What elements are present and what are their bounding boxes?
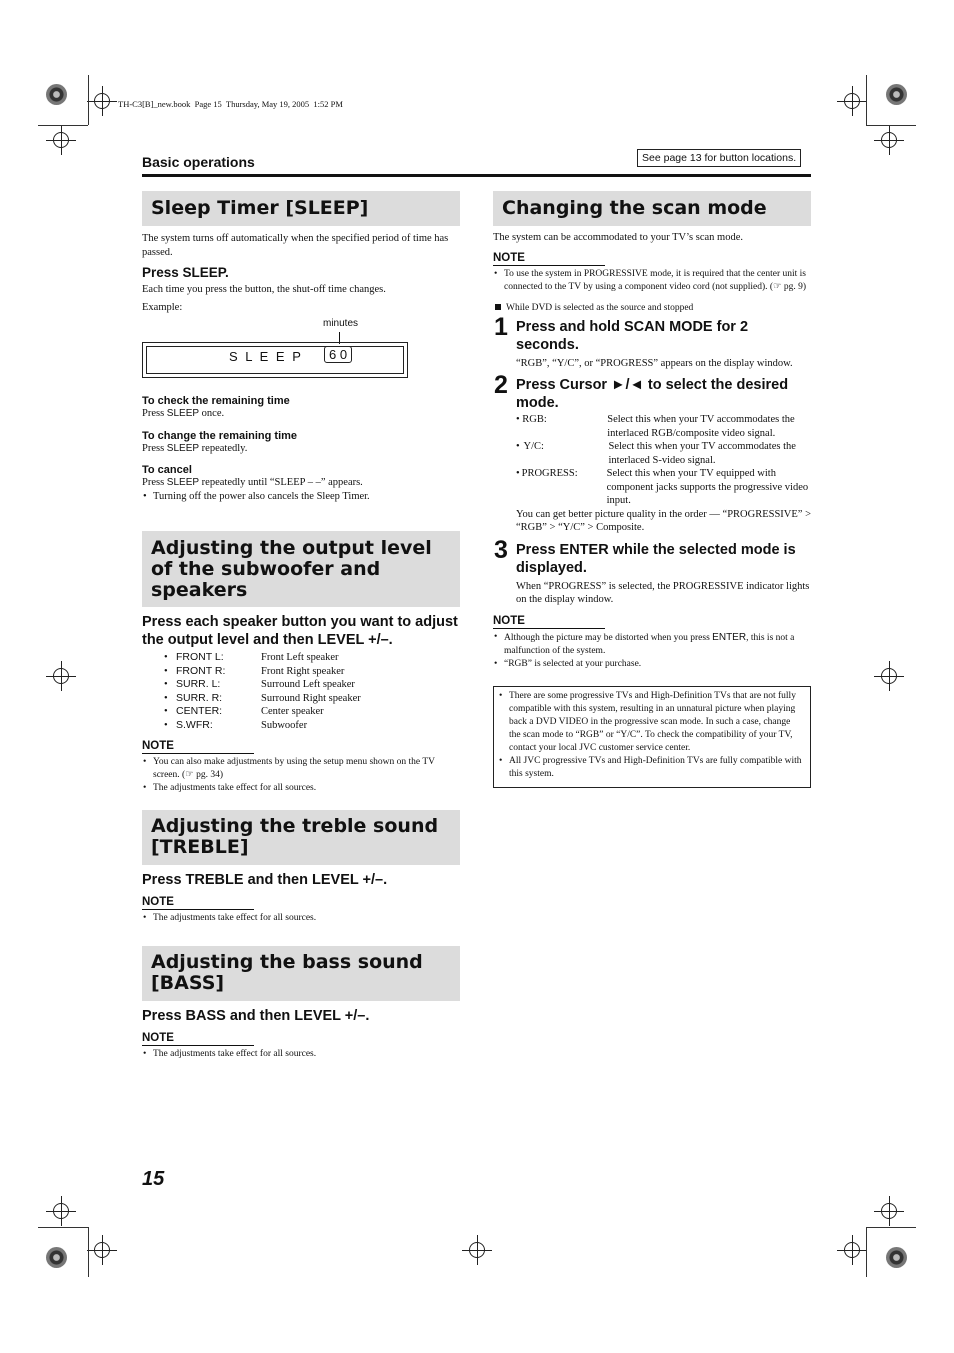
text: Although the picture may be distorted when you press [504, 632, 713, 643]
text: repeatedly. [199, 442, 248, 454]
check-remaining-desc [142, 407, 460, 421]
bass-section [142, 946, 460, 1061]
registration-target-icon [881, 1203, 897, 1219]
list-item: • Turning off the power also cancels the Sleep Timer. [142, 490, 460, 504]
enter-key: ENTER [712, 631, 747, 643]
sleep-step: Press SLEEP. [142, 265, 229, 280]
crop-line [866, 1227, 916, 1228]
registration-target-icon [844, 1242, 860, 1258]
sleep-example-label: Example: [142, 301, 183, 313]
mode-value: Select this when your TV accommodates the interlaced S-video signal. [608, 441, 796, 466]
registration-target-icon [94, 93, 110, 109]
step-number: 1 [494, 312, 508, 341]
mode-value: Select this when your TV equipped with component jacks supports the progressive video input. [606, 468, 809, 506]
registration-target-icon [53, 132, 69, 148]
speaker-value: Surround Left speaker [261, 679, 355, 690]
list-item [164, 678, 460, 692]
list-item: • The adjustments take effect for all sources. [142, 782, 460, 795]
sleep-intro: The system turns off automatically when the specified period of time has passed. [142, 233, 449, 258]
output-section [142, 531, 460, 795]
registration-disc-icon [46, 84, 67, 105]
speaker-value: Front Right speaker [261, 665, 345, 677]
display-sleep-text: S L E E P [229, 349, 303, 364]
mode-key: PROGRESS: [521, 468, 578, 479]
bullet: • [516, 414, 520, 425]
square-bullet-icon [495, 304, 501, 310]
step-desc: When “PROGRESS” is selected, the PROGRESSIVE indicator lights on the display window. [516, 580, 810, 605]
step-title: Press Cursor ►/◄ to select the desired mode. [516, 377, 789, 411]
speaker-value: Center speaker [261, 706, 324, 717]
registration-disc-icon [886, 1247, 907, 1268]
sleep-key: SLEEP [166, 477, 200, 488]
quality-order: You can get better picture quality in the order — “PROGRESSIVE” > “RGB” > “Y/C” > Composite. [516, 508, 812, 533]
bullet: • [516, 441, 520, 452]
crop-line [88, 75, 89, 125]
step-1 [493, 312, 811, 371]
crop-line [38, 1227, 88, 1228]
speaker-list [142, 651, 460, 732]
text: Press [142, 477, 167, 488]
text: Press [142, 408, 167, 419]
sleep-key: SLEEP [166, 442, 200, 454]
text: While DVD is selected as the source and stopped [506, 302, 694, 313]
list-item [516, 440, 811, 467]
sleep-key: SLEEP [166, 408, 200, 419]
text: Press [142, 442, 167, 454]
print-info: TH-C3[B]_new.book Page 15 Thursday, May 19, 2005 1:52 PM [118, 99, 343, 109]
speaker-value: Surround Right speaker [261, 692, 361, 704]
left-column [142, 191, 460, 503]
registration-target-icon [53, 1203, 69, 1219]
sleep-section-title: Sleep Timer [SLEEP] [142, 191, 460, 226]
note-label: NOTE [493, 615, 605, 629]
registration-target-icon [94, 1242, 110, 1258]
text: once. [199, 408, 225, 419]
crop-line [866, 1227, 867, 1277]
mode-key: RGB: [522, 414, 547, 425]
bullet: • [164, 665, 168, 677]
speaker-key: CENTER: [176, 705, 223, 717]
note-list [493, 268, 811, 294]
registration-target-icon [881, 668, 897, 684]
minutes-label: minutes [323, 318, 359, 329]
speaker-key: SURR. L: [176, 678, 221, 690]
note-list [142, 756, 460, 795]
list-item [164, 665, 460, 679]
scan-section-title: Changing the scan mode [493, 191, 811, 226]
registration-target-icon [469, 1242, 485, 1258]
step-2 [493, 371, 812, 535]
compatibility-list [498, 690, 804, 781]
text: , this is not a malfunction of the system. [504, 632, 795, 656]
speaker-key: S.WFR: [176, 718, 213, 731]
header-rule [142, 174, 811, 177]
bullet: • [516, 468, 520, 479]
step-number: 3 [494, 535, 508, 564]
bass-step: Press BASS and then LEVEL +/–. [142, 1008, 370, 1024]
bullet: • [164, 692, 168, 704]
mode-value: Select this when your TV accommodates the interlaced RGB/composite video signal. [607, 414, 795, 439]
condition-line [493, 302, 811, 315]
list-item: • All JVC progressive TVs and High-Definition TVs are fully compatible with this system. [498, 755, 804, 781]
crop-line [866, 125, 916, 126]
speaker-value: Subwoofer [261, 719, 308, 731]
list-item [516, 413, 811, 440]
list-item: • You can also make adjustments by using the setup menu shown on the TV screen. (☞ pg. 34) [142, 756, 460, 782]
section-label: Basic operations [142, 154, 255, 170]
crop-line [866, 75, 867, 125]
change-remaining-desc [142, 442, 460, 456]
speaker-value: Front Left speaker [261, 652, 339, 663]
list-item [164, 692, 460, 706]
list-item: • The adjustments take effect for all sources. [142, 912, 460, 925]
speaker-key: FRONT L: [176, 651, 224, 663]
note-list [493, 631, 811, 671]
list-item: • There are some progressive TVs and High-Definition TVs that are not fully compatible with this system, resulting in an unnatural picture when playing back a DVD VIDEO in the progressive scan mode. In such a case, change the scan mode to “RGB” or “Y/C”. To check the compatibility of your TV, contact your local JVC customer service center. [498, 690, 804, 755]
treble-step: Press TREBLE and then LEVEL +/–. [142, 872, 388, 888]
output-section-title: Adjusting the output level of the subwoofer and speakers [142, 531, 460, 607]
display-window [142, 342, 408, 378]
crop-line [88, 1227, 89, 1277]
bass-section-title: Adjusting the bass sound [BASS] [142, 946, 460, 1001]
registration-target-icon [881, 132, 897, 148]
step-number: 2 [494, 371, 508, 399]
step-title: Press ENTER while the selected mode is displayed. [516, 541, 796, 576]
registration-disc-icon [46, 1247, 67, 1268]
note-label: NOTE [493, 252, 605, 266]
cancel-bullets [142, 490, 460, 504]
list-item: • To use the system in PROGRESSIVE mode, it is required that the center unit is connected to the TV by using a component video cord (not supplied). (☞ pg. 9) [493, 268, 811, 294]
note-label: NOTE [142, 896, 254, 910]
treble-section-title: Adjusting the treble sound [TREBLE] [142, 810, 460, 865]
list-item [493, 631, 811, 658]
cancel-title: To cancel [142, 464, 192, 476]
sleep-step-desc: Each time you press the button, the shut-off time changes. [142, 284, 386, 295]
mode-key: Y/C: [523, 441, 544, 452]
check-remaining-title: To check the remaining time [142, 395, 290, 407]
see-page-box: See page 13 for button locations. [637, 149, 801, 167]
output-step: Press each speaker button you want to adjust the output level and then LEVEL +/–. [142, 614, 458, 648]
bullet: • [164, 706, 168, 717]
registration-target-icon [844, 93, 860, 109]
scan-intro: The system can be accommodated to your TV’s scan mode. [493, 232, 743, 243]
scan-section [493, 191, 811, 788]
list-item [164, 651, 460, 665]
registration-target-icon [53, 668, 69, 684]
bullet: • [164, 719, 168, 731]
change-remaining-title: To change the remaining time [142, 429, 298, 442]
list-item [516, 467, 811, 508]
list-item: • “RGB” is selected at your purchase. [493, 658, 811, 671]
note-list [142, 1048, 460, 1061]
page-number: 15 [142, 1168, 165, 1190]
step-3 [493, 535, 811, 607]
speaker-key: FRONT R: [176, 664, 226, 677]
display-minutes-value: 6 0 [324, 346, 352, 363]
registration-disc-icon [886, 84, 907, 105]
list-item: • The adjustments take effect for all sources. [142, 1048, 460, 1061]
bullet: • [164, 652, 168, 663]
text: repeatedly until “SLEEP – –” appears. [199, 477, 363, 488]
list-item [164, 705, 460, 719]
note-label: NOTE [142, 740, 254, 754]
step-title: Press and hold SCAN MODE for 2 seconds. [516, 318, 749, 353]
note-list [142, 912, 460, 925]
list-item [164, 719, 460, 733]
crop-line [38, 125, 88, 126]
speaker-key: SURR. R: [176, 691, 223, 704]
treble-section [142, 810, 460, 925]
compatibility-box [493, 686, 811, 788]
sleep-display-example [142, 318, 460, 388]
step-desc: “RGB”, “Y/C”, or “PROGRESS” appears on the display window. [516, 357, 793, 369]
cancel-desc [142, 476, 460, 490]
bullet: • [164, 679, 168, 690]
mode-list [516, 413, 811, 508]
note-label: NOTE [142, 1032, 254, 1046]
